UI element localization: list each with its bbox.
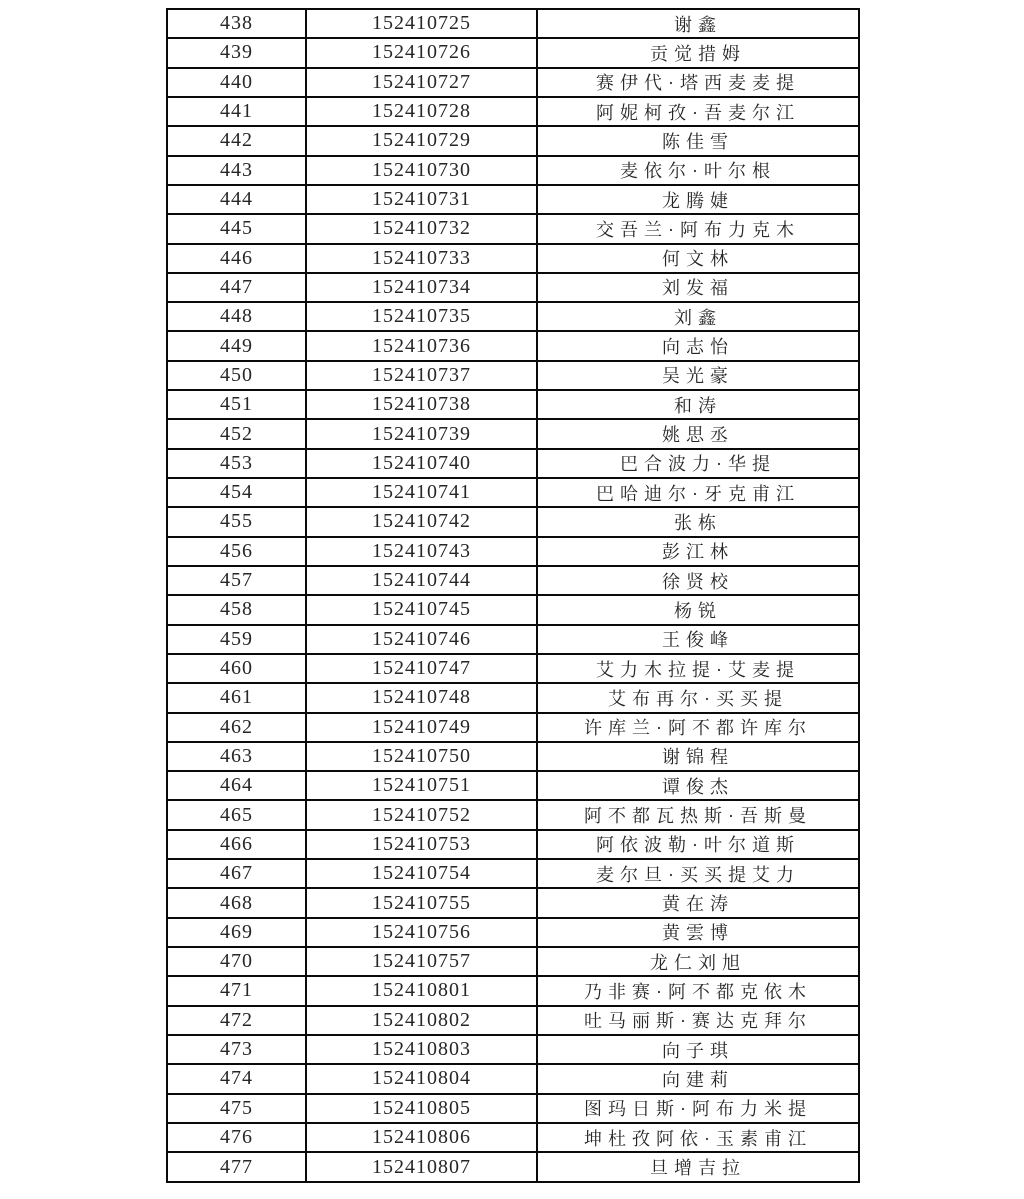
student-name-cell: 黄在涛: [537, 888, 859, 917]
student-id-cell: 152410745: [306, 595, 537, 624]
student-name-cell: 龙腾婕: [537, 185, 859, 214]
row-index-cell: 442: [167, 126, 306, 155]
row-index-cell: 449: [167, 331, 306, 360]
table-row: [167, 830, 859, 859]
student-id-cell: 152410742: [306, 507, 537, 536]
table-row: [167, 800, 859, 829]
student-id-cell: 152410726: [306, 38, 537, 67]
row-index-cell: 459: [167, 625, 306, 654]
row-index-cell: 468: [167, 888, 306, 917]
student-id-cell: 152410746: [306, 625, 537, 654]
student-name-cell: 乃非赛·阿不都克依木: [537, 976, 859, 1005]
student-name-cell: 向建莉: [537, 1064, 859, 1093]
table-row: [167, 742, 859, 771]
row-index-cell: 445: [167, 214, 306, 243]
table-row: [167, 947, 859, 976]
student-id-cell: 152410802: [306, 1006, 537, 1035]
student-id-cell: 152410732: [306, 214, 537, 243]
student-name-cell: 向志怡: [537, 331, 859, 360]
student-id-cell: 152410753: [306, 830, 537, 859]
student-id-cell: 152410804: [306, 1064, 537, 1093]
student-name-cell: 阿不都瓦热斯·吾斯曼: [537, 800, 859, 829]
table-row: [167, 449, 859, 478]
row-index-cell: 439: [167, 38, 306, 67]
student-name-cell: 巴哈迪尔·牙克甫江: [537, 478, 859, 507]
row-index-cell: 476: [167, 1123, 306, 1152]
student-name-cell: 何文林: [537, 244, 859, 273]
table-row: [167, 390, 859, 419]
student-name-cell: 向子琪: [537, 1035, 859, 1064]
student-name-cell: 坤杜孜阿依·玉素甫江: [537, 1123, 859, 1152]
row-index-cell: 469: [167, 918, 306, 947]
table-row: [167, 478, 859, 507]
row-index-cell: 451: [167, 390, 306, 419]
student-id-cell: 152410757: [306, 947, 537, 976]
student-name-cell: 麦依尔·叶尔根: [537, 156, 859, 185]
student-id-cell: 152410736: [306, 331, 537, 360]
row-index-cell: 466: [167, 830, 306, 859]
row-index-cell: 458: [167, 595, 306, 624]
row-index-cell: 465: [167, 800, 306, 829]
table-row: [167, 625, 859, 654]
student-name-cell: 徐贤校: [537, 566, 859, 595]
student-id-cell: 152410749: [306, 713, 537, 742]
row-index-cell: 470: [167, 947, 306, 976]
row-index-cell: 447: [167, 273, 306, 302]
student-id-cell: 152410725: [306, 9, 537, 38]
student-id-cell: 152410733: [306, 244, 537, 273]
table-row: [167, 156, 859, 185]
student-name-cell: 王俊峰: [537, 625, 859, 654]
table-row: [167, 1123, 859, 1152]
student-name-cell: 阿依波勒·叶尔道斯: [537, 830, 859, 859]
student-id-cell: 152410755: [306, 888, 537, 917]
student-id-cell: 152410747: [306, 654, 537, 683]
student-id-cell: 152410754: [306, 859, 537, 888]
table-row: [167, 654, 859, 683]
row-index-cell: 467: [167, 859, 306, 888]
student-name-cell: 麦尔旦·买买提艾力: [537, 859, 859, 888]
table-row: [167, 771, 859, 800]
table-row: [167, 859, 859, 888]
student-name-cell: 巴合波力·华提: [537, 449, 859, 478]
table-row: [167, 185, 859, 214]
table-row: [167, 683, 859, 712]
table-row: [167, 361, 859, 390]
table-row: [167, 331, 859, 360]
student-name-cell: 图玛日斯·阿布力米提: [537, 1094, 859, 1123]
student-name-cell: 谭俊杰: [537, 771, 859, 800]
row-index-cell: 463: [167, 742, 306, 771]
row-index-cell: 475: [167, 1094, 306, 1123]
row-index-cell: 443: [167, 156, 306, 185]
row-index-cell: 452: [167, 419, 306, 448]
student-name-cell: 吴光豪: [537, 361, 859, 390]
row-index-cell: 438: [167, 9, 306, 38]
student-id-cell: 152410752: [306, 800, 537, 829]
row-index-cell: 471: [167, 976, 306, 1005]
row-index-cell: 477: [167, 1152, 306, 1182]
student-id-cell: 152410744: [306, 566, 537, 595]
table-row: [167, 214, 859, 243]
student-id-cell: 152410743: [306, 537, 537, 566]
roster-table-body: [167, 9, 859, 1182]
table-row: [167, 1006, 859, 1035]
row-index-cell: 462: [167, 713, 306, 742]
student-id-cell: 152410807: [306, 1152, 537, 1182]
row-index-cell: 461: [167, 683, 306, 712]
student-id-cell: 152410741: [306, 478, 537, 507]
student-name-cell: 张栋: [537, 507, 859, 536]
row-index-cell: 450: [167, 361, 306, 390]
student-id-cell: 152410728: [306, 97, 537, 126]
student-id-cell: 152410803: [306, 1035, 537, 1064]
table-row: [167, 595, 859, 624]
table-row: [167, 273, 859, 302]
student-id-cell: 152410734: [306, 273, 537, 302]
student-id-cell: 152410727: [306, 68, 537, 97]
row-index-cell: 454: [167, 478, 306, 507]
student-name-cell: 谢鑫: [537, 9, 859, 38]
table-row: [167, 419, 859, 448]
table-row: [167, 713, 859, 742]
student-name-cell: 交吾兰·阿布力克木: [537, 214, 859, 243]
table-row: [167, 507, 859, 536]
student-id-cell: 152410748: [306, 683, 537, 712]
row-index-cell: 446: [167, 244, 306, 273]
student-id-cell: 152410756: [306, 918, 537, 947]
student-name-cell: 赛伊代·塔西麦麦提: [537, 68, 859, 97]
row-index-cell: 472: [167, 1006, 306, 1035]
table-row: [167, 126, 859, 155]
student-name-cell: 和涛: [537, 390, 859, 419]
table-row: [167, 1035, 859, 1064]
student-id-cell: 152410731: [306, 185, 537, 214]
student-name-cell: 许库兰·阿不都许库尔: [537, 713, 859, 742]
student-id-cell: 152410806: [306, 1123, 537, 1152]
student-name-cell: 贡觉措姆: [537, 38, 859, 67]
table-row: [167, 38, 859, 67]
student-name-cell: 黄雲博: [537, 918, 859, 947]
row-index-cell: 460: [167, 654, 306, 683]
roster-table: [166, 8, 860, 1183]
row-index-cell: 440: [167, 68, 306, 97]
student-name-cell: 旦增吉拉: [537, 1152, 859, 1182]
student-name-cell: 龙仁刘旭: [537, 947, 859, 976]
student-id-cell: 152410735: [306, 302, 537, 331]
table-row: [167, 244, 859, 273]
student-name-cell: 杨锐: [537, 595, 859, 624]
student-id-cell: 152410737: [306, 361, 537, 390]
row-index-cell: 448: [167, 302, 306, 331]
student-id-cell: 152410738: [306, 390, 537, 419]
table-row: [167, 888, 859, 917]
student-id-cell: 152410730: [306, 156, 537, 185]
table-row: [167, 1094, 859, 1123]
student-id-cell: 152410729: [306, 126, 537, 155]
table-row: [167, 9, 859, 38]
student-name-cell: 吐马丽斯·赛达克拜尔: [537, 1006, 859, 1035]
row-index-cell: 444: [167, 185, 306, 214]
student-name-cell: 谢锦程: [537, 742, 859, 771]
student-name-cell: 陈佳雪: [537, 126, 859, 155]
table-row: [167, 97, 859, 126]
table-row: [167, 537, 859, 566]
row-index-cell: 456: [167, 537, 306, 566]
table-row: [167, 566, 859, 595]
student-id-cell: 152410801: [306, 976, 537, 1005]
row-index-cell: 474: [167, 1064, 306, 1093]
student-id-cell: 152410751: [306, 771, 537, 800]
student-id-cell: 152410739: [306, 419, 537, 448]
table-row: [167, 976, 859, 1005]
row-index-cell: 441: [167, 97, 306, 126]
student-id-cell: 152410740: [306, 449, 537, 478]
row-index-cell: 455: [167, 507, 306, 536]
row-index-cell: 457: [167, 566, 306, 595]
student-name-cell: 艾布再尔·买买提: [537, 683, 859, 712]
student-name-cell: 阿妮柯孜·吾麦尔江: [537, 97, 859, 126]
row-index-cell: 464: [167, 771, 306, 800]
student-id-cell: 152410750: [306, 742, 537, 771]
student-name-cell: 彭江林: [537, 537, 859, 566]
table-row: [167, 1064, 859, 1093]
table-row: [167, 1152, 859, 1182]
table-row: [167, 302, 859, 331]
student-name-cell: 艾力木拉提·艾麦提: [537, 654, 859, 683]
table-row: [167, 68, 859, 97]
row-index-cell: 473: [167, 1035, 306, 1064]
student-name-cell: 刘发福: [537, 273, 859, 302]
student-id-cell: 152410805: [306, 1094, 537, 1123]
student-name-cell: 姚思丞: [537, 419, 859, 448]
row-index-cell: 453: [167, 449, 306, 478]
student-name-cell: 刘鑫: [537, 302, 859, 331]
table-row: [167, 918, 859, 947]
